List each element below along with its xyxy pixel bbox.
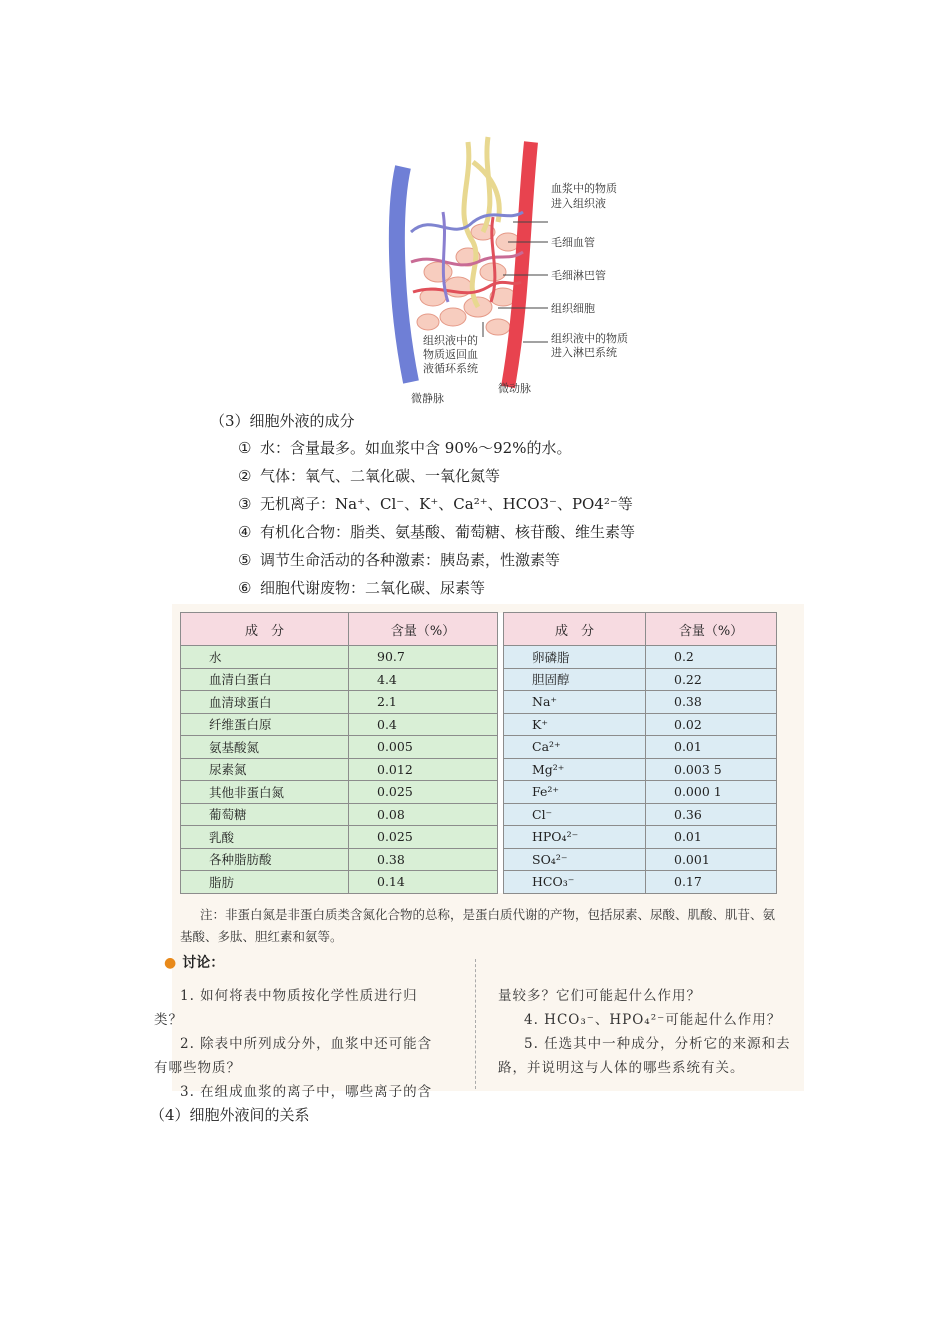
cell-content: 4.4 (349, 668, 498, 691)
label-tissue-lymph-2: 进入淋巴系统 (551, 346, 617, 359)
label-plasma-1: 血浆中的物质 (551, 182, 617, 195)
cell-content: 0.2 (646, 646, 777, 669)
table-note: 注：非蛋白氮是非蛋白质类含氮化合物的总称，是蛋白质代谢的产物，包括尿素、尿酸、肌酸、肌苷、氨基酸、多肽、胆红素和氨等。 (180, 907, 776, 944)
table-row (181, 646, 777, 669)
label-return-1: 组织液中的 (423, 334, 478, 347)
table-row (181, 713, 777, 736)
label-plasma-2: 进入组织液 (551, 197, 606, 210)
plasma-composition-table (180, 612, 777, 894)
capillary-exchange-figure (383, 122, 633, 412)
cell-component: Mg²⁺ (504, 758, 646, 781)
section3-heading: （3）细胞外液的成分 (210, 412, 355, 430)
header-component: 成 分 (504, 613, 646, 646)
cell-content: 0.012 (349, 758, 498, 781)
cell-content: 0.005 (349, 736, 498, 759)
cell-component: Cl⁻ (504, 803, 646, 826)
cell-component: 卵磷脂 (504, 646, 646, 669)
cell-content: 90.7 (349, 646, 498, 669)
discussion-question: 2. 除表中所列成分外，血浆中还可能含有哪些物质？ (154, 1036, 433, 1076)
cell-content: 0.000 1 (646, 781, 777, 804)
table-row (181, 668, 777, 691)
capillary-diagram (383, 122, 633, 412)
label-capillary: 毛细血管 (551, 236, 595, 249)
label-venule: 微静脉 (411, 392, 444, 405)
cell-component: Na⁺ (504, 691, 646, 714)
cell-content: 0.36 (646, 803, 777, 826)
list-item: ⑥ 细胞代谢废物：二氧化碳、尿素等 (238, 579, 486, 597)
cell-content: 0.17 (646, 871, 777, 894)
label-arteriole: 微动脉 (498, 382, 531, 395)
cell-component: 纤维蛋白原 (181, 713, 349, 736)
header-content: 含量（%） (349, 613, 498, 646)
cell-component: 氨基酸氮 (181, 736, 349, 759)
list-item: ③ 无机离子：Na⁺、Cl⁻、K⁺、Ca²⁺、HCO3⁻、PO4²⁻等 (238, 495, 633, 513)
list-item: ④ 有机化合物：脂类、氨基酸、葡萄糖、核苷酸、维生素等 (238, 523, 636, 541)
plasma-composition-box (154, 604, 804, 1100)
label-lymph-capillary: 毛细淋巴管 (551, 269, 606, 282)
arteriole (508, 142, 531, 387)
cell-content: 0.4 (349, 713, 498, 736)
discussion-question: 3. 在组成血浆的离子中，哪些离子的含 (180, 1084, 433, 1100)
divider (475, 959, 476, 1089)
discussion-question: 5. 任选其中一种成分，分析它的来源和去路，并说明这与人体的哪些系统有关。 (498, 1036, 791, 1076)
cell-content: 0.003 5 (646, 758, 777, 781)
list-item: ② 气体：氧气、二氧化碳、一氧化氮等 (238, 467, 501, 485)
cell-content: 0.38 (646, 691, 777, 714)
cell-component: 乳酸 (181, 826, 349, 849)
section4-heading: （4）细胞外液间的关系 (150, 1106, 310, 1124)
tissue-cells (417, 224, 520, 335)
cell-component: 尿素氮 (181, 758, 349, 781)
label-tissue-cell: 组织细胞 (551, 302, 595, 315)
cell-component: 葡萄糖 (181, 803, 349, 826)
discussion-left (154, 984, 444, 1104)
cell-component: SO₄²⁻ (504, 848, 646, 871)
cell-content: 0.02 (646, 713, 777, 736)
label-tissue-lymph-1: 组织液中的物质 (551, 332, 628, 345)
cell-component: HPO₄²⁻ (504, 826, 646, 849)
table-row (181, 691, 777, 714)
cell-component: 胆固醇 (504, 668, 646, 691)
cell-component: 脂肪 (181, 871, 349, 894)
cell-component: 血清白蛋白 (181, 668, 349, 691)
cell-component: Ca²⁺ (504, 736, 646, 759)
cell-content: 0.08 (349, 803, 498, 826)
table-row (181, 736, 777, 759)
cell-content: 0.025 (349, 781, 498, 804)
discussion-question: 1. 如何将表中物质按化学性质进行归类？ (154, 988, 418, 1028)
cell-content: 0.01 (646, 736, 777, 759)
discussion-question: 量较多？它们可能起什么作用？ (498, 988, 701, 1004)
cell-component: HCO₃⁻ (504, 871, 646, 894)
table-row (181, 781, 777, 804)
cell-component: 血清球蛋白 (181, 691, 349, 714)
cell-content: 0.025 (349, 826, 498, 849)
cell-content: 0.22 (646, 668, 777, 691)
cell-content: 0.01 (646, 826, 777, 849)
cell-content: 0.001 (646, 848, 777, 871)
cell-content: 2.1 (349, 691, 498, 714)
cell-content: 0.38 (349, 848, 498, 871)
label-return-3: 液循环系统 (423, 362, 478, 375)
table-row (181, 826, 777, 849)
table-row (181, 871, 777, 894)
discussion-right (498, 984, 798, 1080)
label-return-2: 物质返回血 (423, 348, 478, 361)
list-item: ① 水：含量最多。如血浆中含 90%～92%的水。 (238, 439, 572, 457)
discussion-title: ● 讨论： (164, 955, 225, 971)
cell-component: 水 (181, 646, 349, 669)
venule (397, 167, 411, 382)
cell-content: 0.14 (349, 871, 498, 894)
header-component: 成 分 (181, 613, 349, 646)
table-row (181, 758, 777, 781)
cell-component: Fe²⁺ (504, 781, 646, 804)
cell-component: 其他非蛋白氮 (181, 781, 349, 804)
header-content: 含量（%） (646, 613, 777, 646)
discussion-question: 4. HCO₃⁻、HPO₄²⁻可能起什么作用？ (524, 1012, 782, 1028)
cell-component: 各种脂肪酸 (181, 848, 349, 871)
table-row (181, 803, 777, 826)
table-row (181, 848, 777, 871)
table-header-row (181, 613, 777, 646)
cell-component: K⁺ (504, 713, 646, 736)
drop-icon: ● (164, 955, 177, 971)
list-item: ⑤ 调节生命活动的各种激素：胰岛素，性激素等 (238, 551, 561, 569)
